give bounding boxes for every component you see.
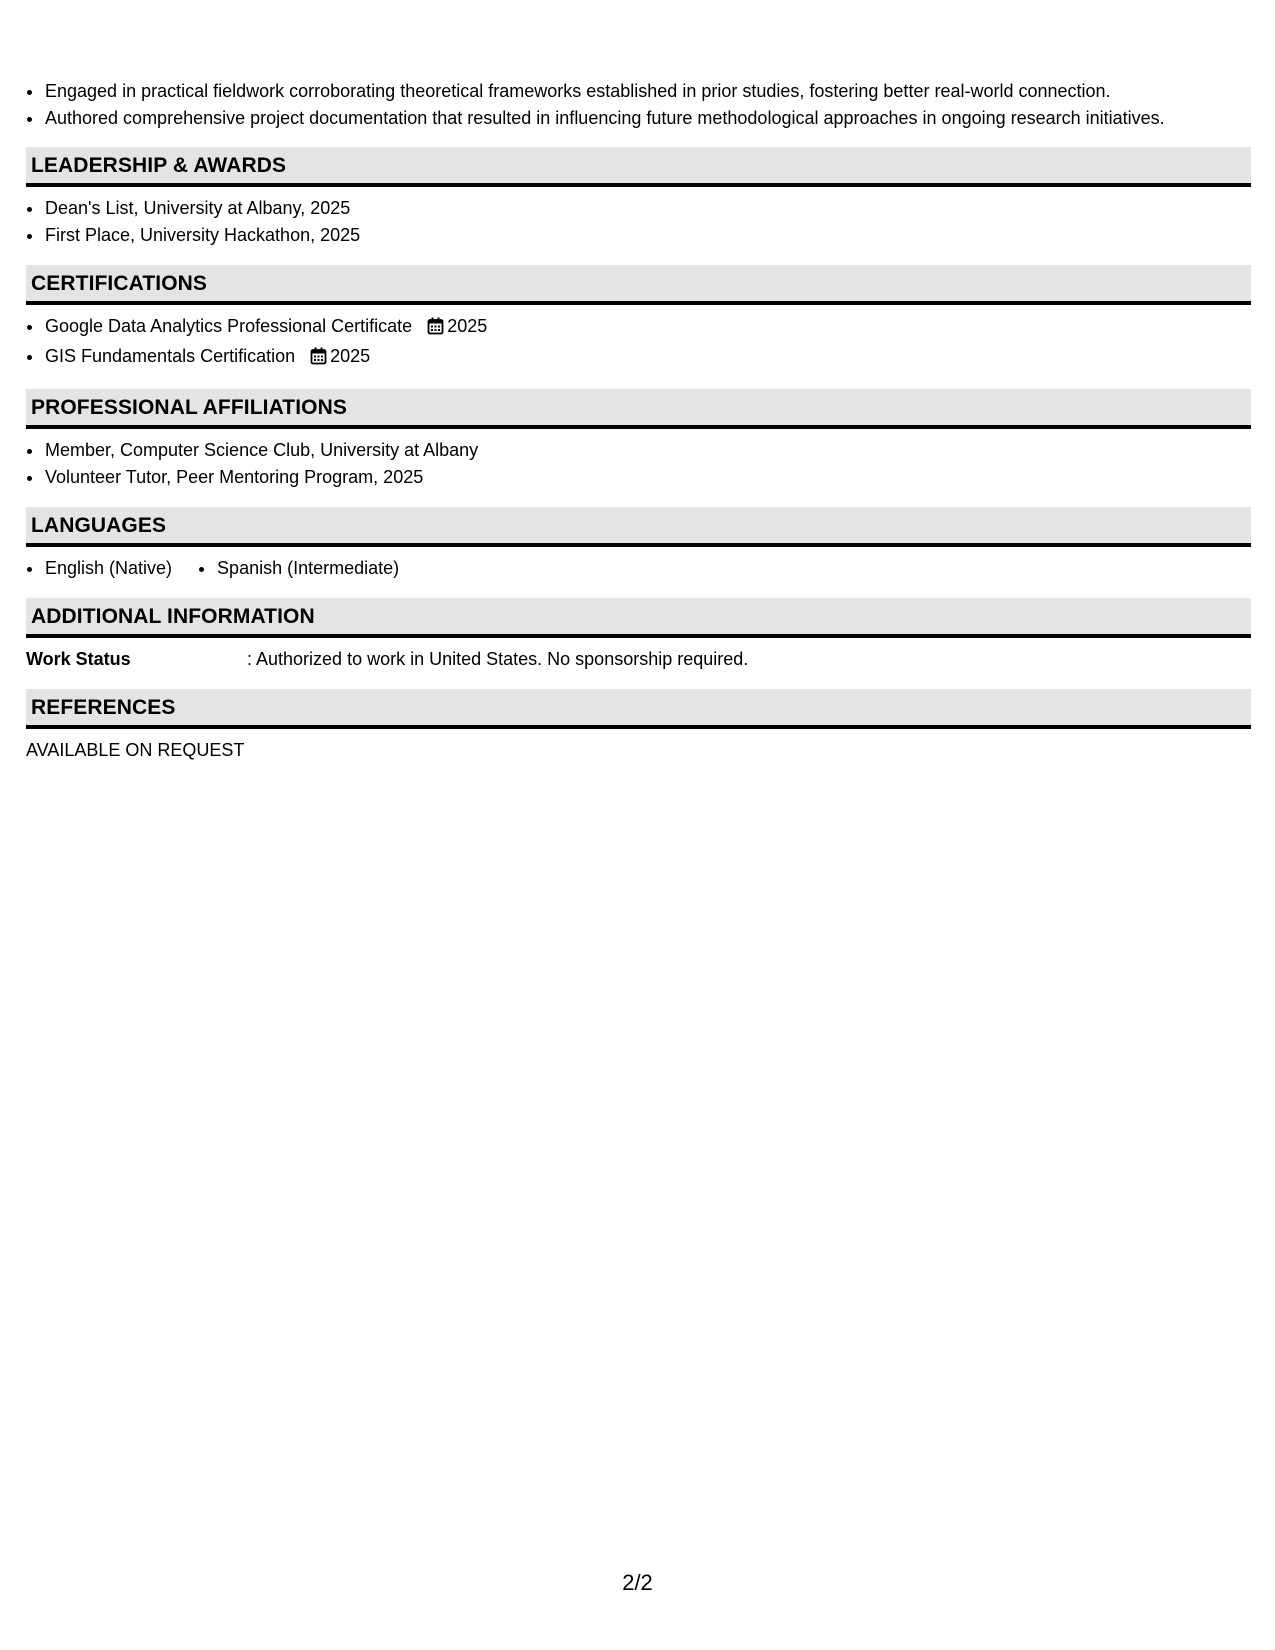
section-title: PROFESSIONAL AFFILIATIONS <box>26 389 1251 429</box>
certifications-list <box>26 313 1251 373</box>
section-title: LANGUAGES <box>26 507 1251 547</box>
references-text: AVAILABLE ON REQUEST <box>26 740 245 760</box>
work-status-value: : Authorized to work in United States. No sponsorship required. <box>247 649 749 669</box>
list-item: • First Place, University Hackathon, 2025 <box>44 222 1251 249</box>
section-title: CERTIFICATIONS <box>26 265 1251 305</box>
list-item: • Dean's List, University at Albany, 2025 <box>44 195 1251 222</box>
resume-page <box>26 78 1251 780</box>
certification-name: Google Data Analytics Professional Certificate <box>45 316 413 336</box>
list-item: • Volunteer Tutor, Peer Mentoring Program, 2025 <box>44 464 1251 491</box>
calendar-icon <box>427 316 444 343</box>
certification-name: GIS Fundamentals Certification <box>45 346 296 366</box>
section-title: REFERENCES <box>26 689 1251 729</box>
list-item: • Member, Computer Science Club, University at Albany <box>44 437 1251 464</box>
work-status-label: Work Status <box>26 649 131 669</box>
list-item: • Spanish (Intermediate) <box>216 555 399 582</box>
additional-information-section <box>26 598 1251 689</box>
affiliations-section <box>26 389 1251 507</box>
list-item: • Engaged in practical fieldwork corroborating theoretical frameworks established in prior studies, fostering better real-world connection. <box>44 78 1251 105</box>
list-item: • English (Native) <box>44 555 172 582</box>
languages-section <box>26 507 1251 598</box>
leadership-list <box>26 195 1251 249</box>
page-number: 2/2 <box>622 1570 653 1595</box>
section-title: ADDITIONAL INFORMATION <box>26 598 1251 638</box>
calendar-icon <box>310 346 327 373</box>
section-title: LEADERSHIP & AWARDS <box>26 147 1251 187</box>
leadership-section <box>26 147 1251 265</box>
certification-year: 2025 <box>330 346 371 366</box>
certification-year: 2025 <box>447 316 488 336</box>
continued-experience-list <box>26 78 1251 132</box>
references-section <box>26 689 1251 780</box>
certifications-section <box>26 265 1251 389</box>
list-item <box>44 343 1251 373</box>
work-status-row <box>26 646 1251 673</box>
languages-list <box>26 555 1251 582</box>
affiliations-list <box>26 437 1251 491</box>
list-item <box>44 313 1251 343</box>
list-item: • Authored comprehensive project documentation that resulted in influencing future methodological approaches in ongoing research initiatives. <box>44 105 1251 132</box>
